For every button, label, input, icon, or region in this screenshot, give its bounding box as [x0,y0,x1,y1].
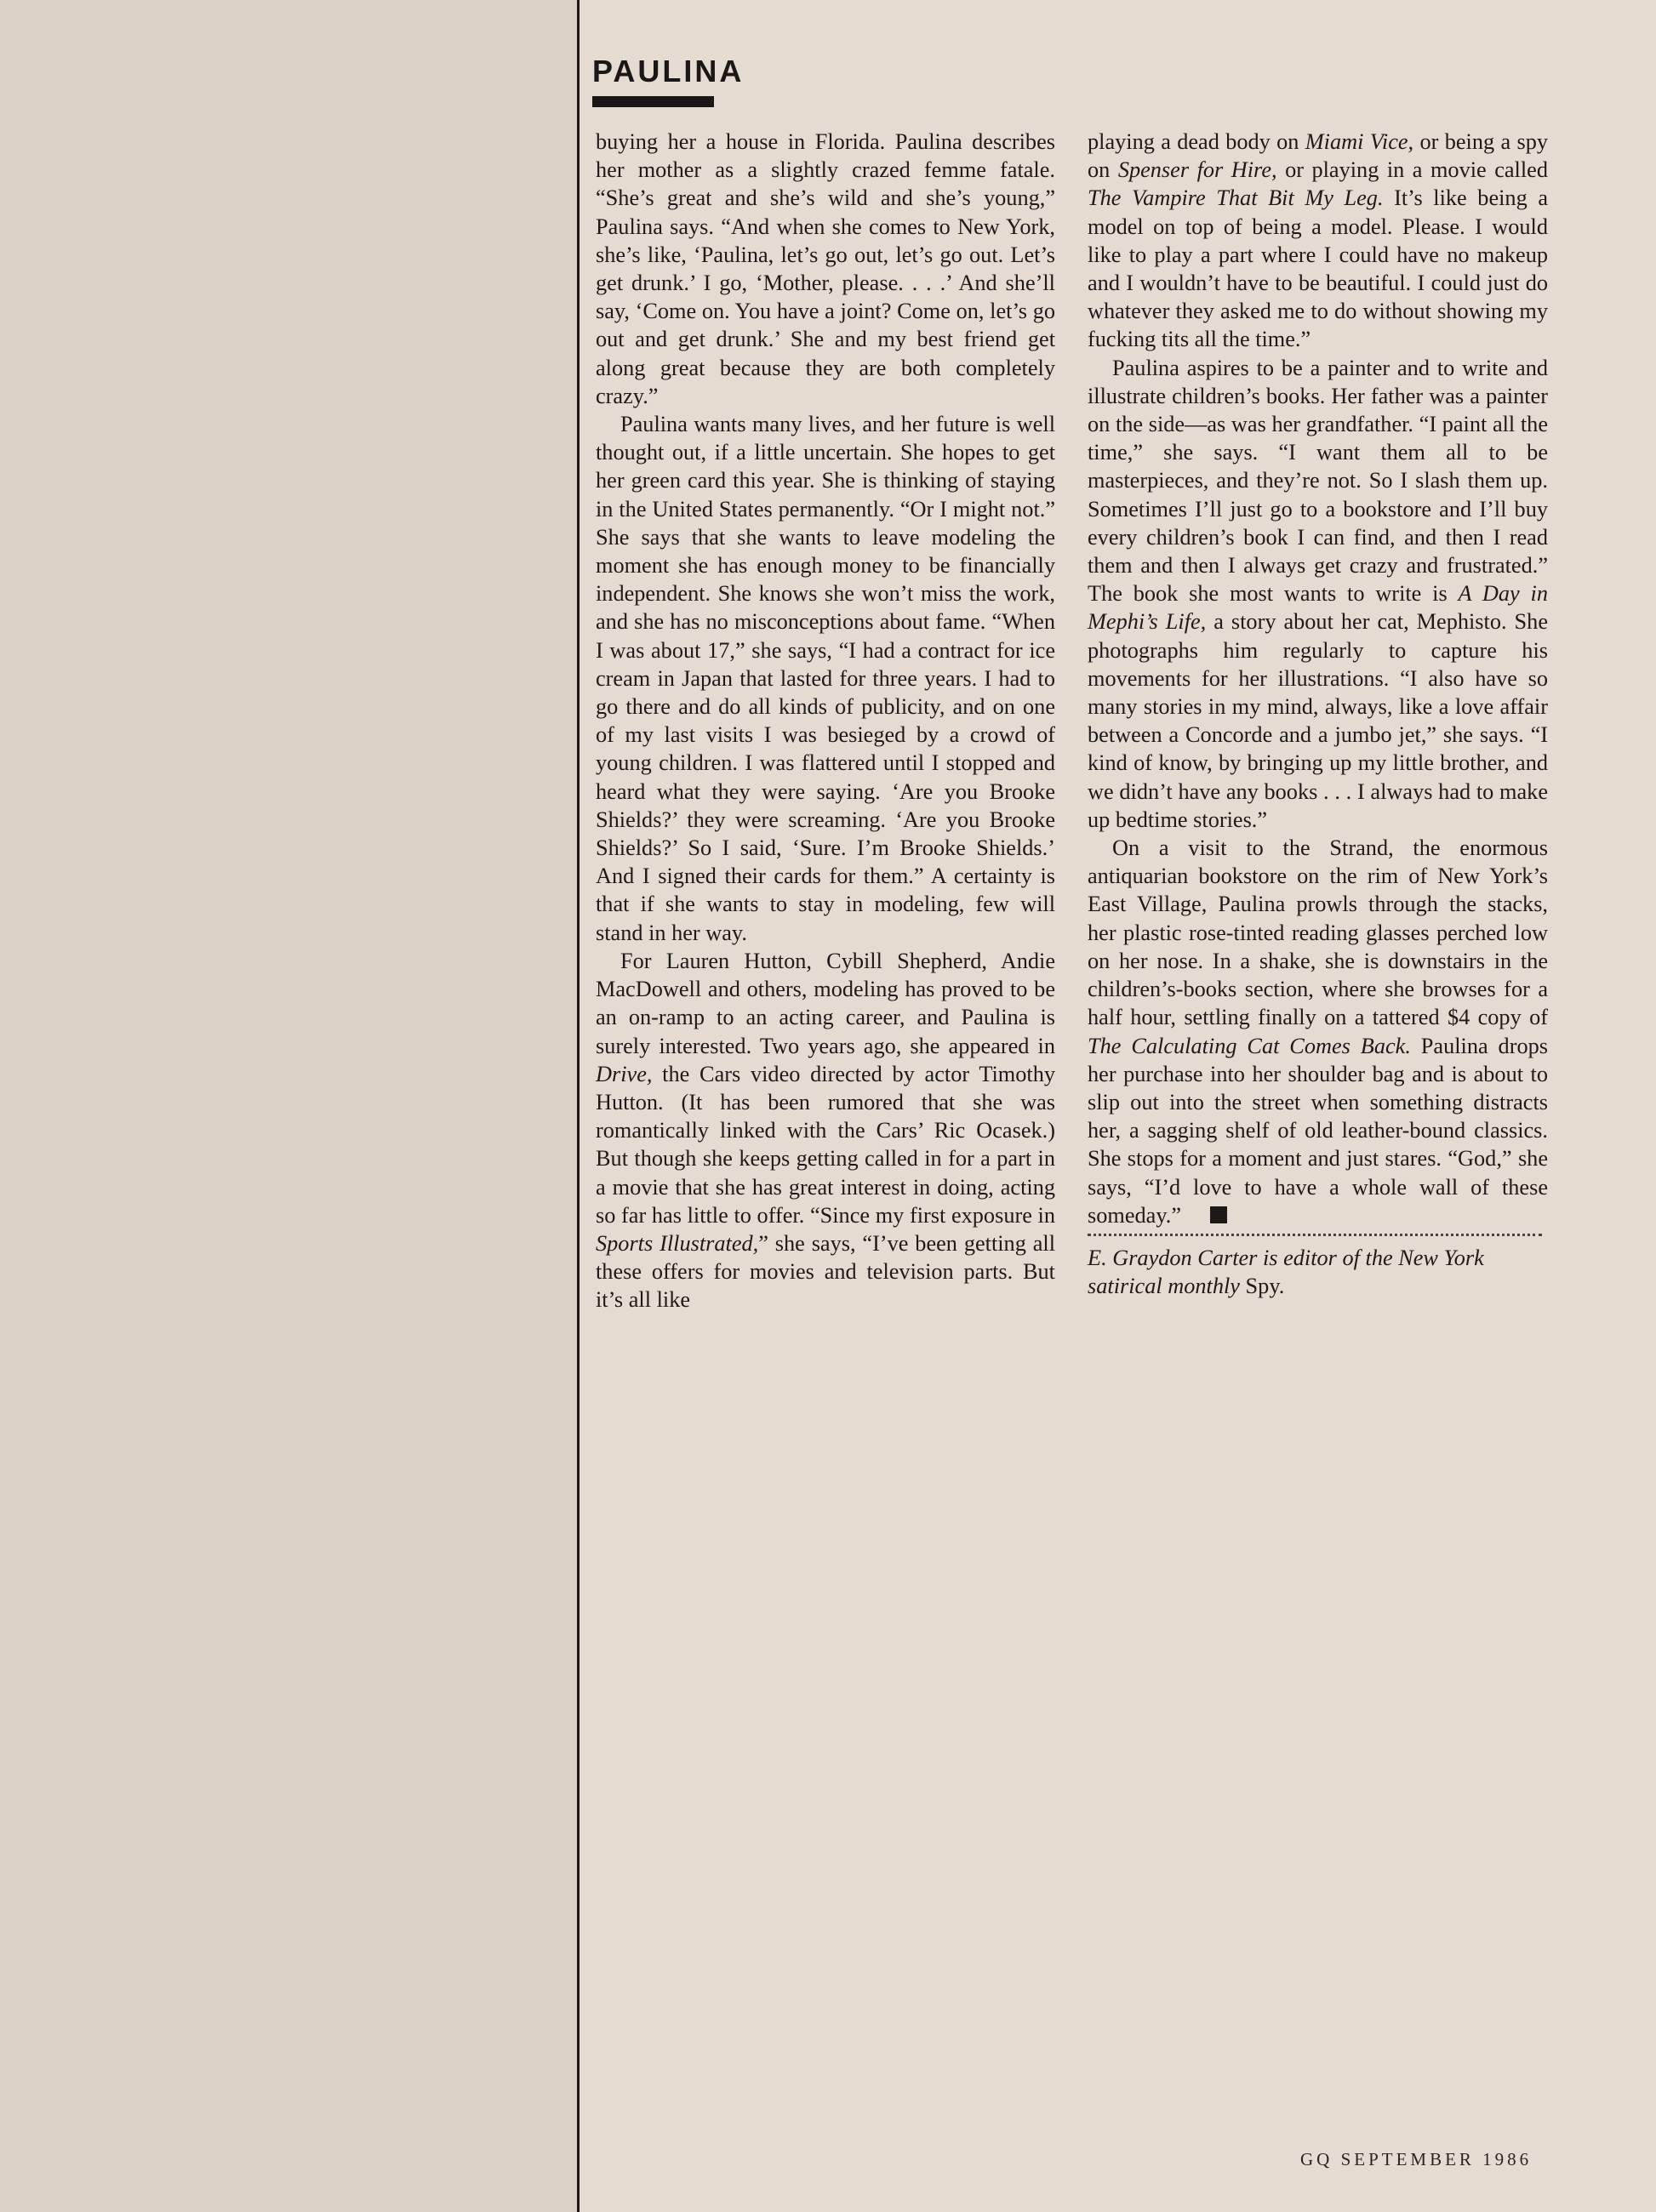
italic-title-run: The Calculating Cat Comes Back. [1088,1033,1411,1058]
text-run: ” she says, “I’ve been getting all these offers for movies and television parts. But it’s all like [596,1230,1056,1313]
kicker-underline-bar [592,96,714,107]
credit-publication: Spy. [1245,1274,1285,1299]
author-credit [1088,1244,1548,1300]
text-run: Paulina wants many lives, and her future is well thought out, if a little uncertain. She hopes to get her green card this year. She is thinking of staying in the United States permanently. “Or I might not.” She says that she wants to leave modeling the moment she has enough money to be financially independent. She knows she won’t miss the work, and she has no misconceptions about fame. “When I was about 17,” she says, “I had a contract for ice cream in Japan that lasted for three years. I had to go there and do all kinds of publicity, and on one of my last visits I was besieged by a crowd of young children. I was flattered until I stopped and heard what they were saying. ‘Are you Brooke Shields?’ they were screaming. ‘Are you Brooke Shields?’ So I said, ‘Sure. I’m Brooke Shields.’ And I signed their cards for them.” A certainty is that if she wants to stay in modeling, few will stand in her way. [596,412,1055,945]
paragraph [596,947,1055,1314]
text-run: buying her a house in Florida. Paulina describes her mother as a slightly crazed femme fatale. “She’s great and she’s wild and she’s young,” Paulina says. “And when she comes to New York, she’s like, ‘Paulina, let’s go out, let’s go out. Let’s get drunk.’ I go, ‘Mother, please. . . .’ And she’ll say, ‘Come on. You have a joint? Come on, let’s go out and get drunk.’ She and my best friend get along great because they are both completely crazy.” [596,129,1055,408]
text-run: On a visit to the Strand, the enormous antiquarian bookstore on the rim of New York’s East Village, Paulina prowls through the stacks, her plastic rose-tinted reading glasses perched low on her nose. In a shake, she is downstairs in the children’s-books section, where she browses for a half hour, settling finally on a tattered $4 copy of [1088,835,1548,1030]
text-run: or being a spy on [1088,129,1549,183]
text-run: For Lauren Hutton, Cybill Shepherd, Andie MacDowell and others, modeling has proved to be an on-ramp to an acting career, and Paulina is surely interested. Two years ago, she appeared in [596,948,1055,1058]
text-column-1 [596,128,1055,1314]
italic-title-run: Drive, [596,1061,653,1086]
text-run: a story about her cat, Mephisto. She photographs him regularly to capture his movements for her illustrations. “I also have so many stories in my mind, always, like a love affair between a Concorde and a jumbo jet,” she says. “I kind of know, by bringing up my little brother, and we didn’t have any books . . . I always had to make up bedtime stories.” [1088,609,1548,832]
paragraph-final [1088,834,1548,1229]
italic-title-run: The Vampire That Bit My Leg. [1088,185,1384,211]
text-run: Paulina aspires to be a painter and to write and illustrate children’s books. Her father was a painter on the side—as was her grandfather. “I paint all the time,” she says. “I want them all to be masterpieces, and they’re not. So I slash them up. Sometimes I’ll just go to a bookstore and I’ll buy every children’s book I can find, and then I read them and then I always get crazy and frustrated.” The book she most wants to write is [1088,355,1548,607]
paragraph [1088,128,1548,354]
paragraph [596,410,1055,947]
section-kicker: PAULINA [592,54,745,88]
final-paragraph-text [1088,835,1548,1228]
text-run: the Cars video directed by actor Timothy Hutton. (It has been rumored that she was romantically linked with the Cars’ Ric Ocasek.) But though she keeps getting called in for a part in a movie that she has great interest in doing, acting so far has little to offer. “Since my first exposure in [596,1061,1055,1228]
facing-page-blank [0,0,577,2212]
paragraph [1088,354,1548,834]
italic-title-run: Sports Illustrated, [596,1230,759,1256]
end-mark-square-icon [1210,1206,1227,1223]
italic-title-run: Miami Vice, [1305,129,1414,154]
italic-title-run: A Day in Mephi’s Life, [1088,581,1548,635]
page-folio: GQ SEPTEMBER 1986 [1300,2149,1533,2169]
italic-title-run: Spenser for Hire, [1117,157,1277,183]
text-run: or playing in a movie called [1276,157,1548,183]
text-run: Paulina drops her purchase into her shoulder bag and is about to slip out into the street when something distracts her, a sagging shelf of old leather-bound classics. She stops for a moment and just stares. “God,” she says, “I’d love to have a whole wall of these someday.” [1088,1033,1548,1228]
text-run: It’s like being a model on top of being a model. Please. I would like to play a part where I could have no makeup and I wouldn’t have to be beautiful. I could just do whatever they asked me to do without showing my fucking tits all the time.” [1088,185,1548,352]
credit-text: E. Graydon Carter is editor of the New York satirical monthly [1088,1245,1484,1299]
text-run: playing a dead body on [1088,129,1305,154]
text-column-2 [1088,128,1548,1300]
paragraph [596,128,1055,410]
dotted-divider [1088,1234,1542,1236]
